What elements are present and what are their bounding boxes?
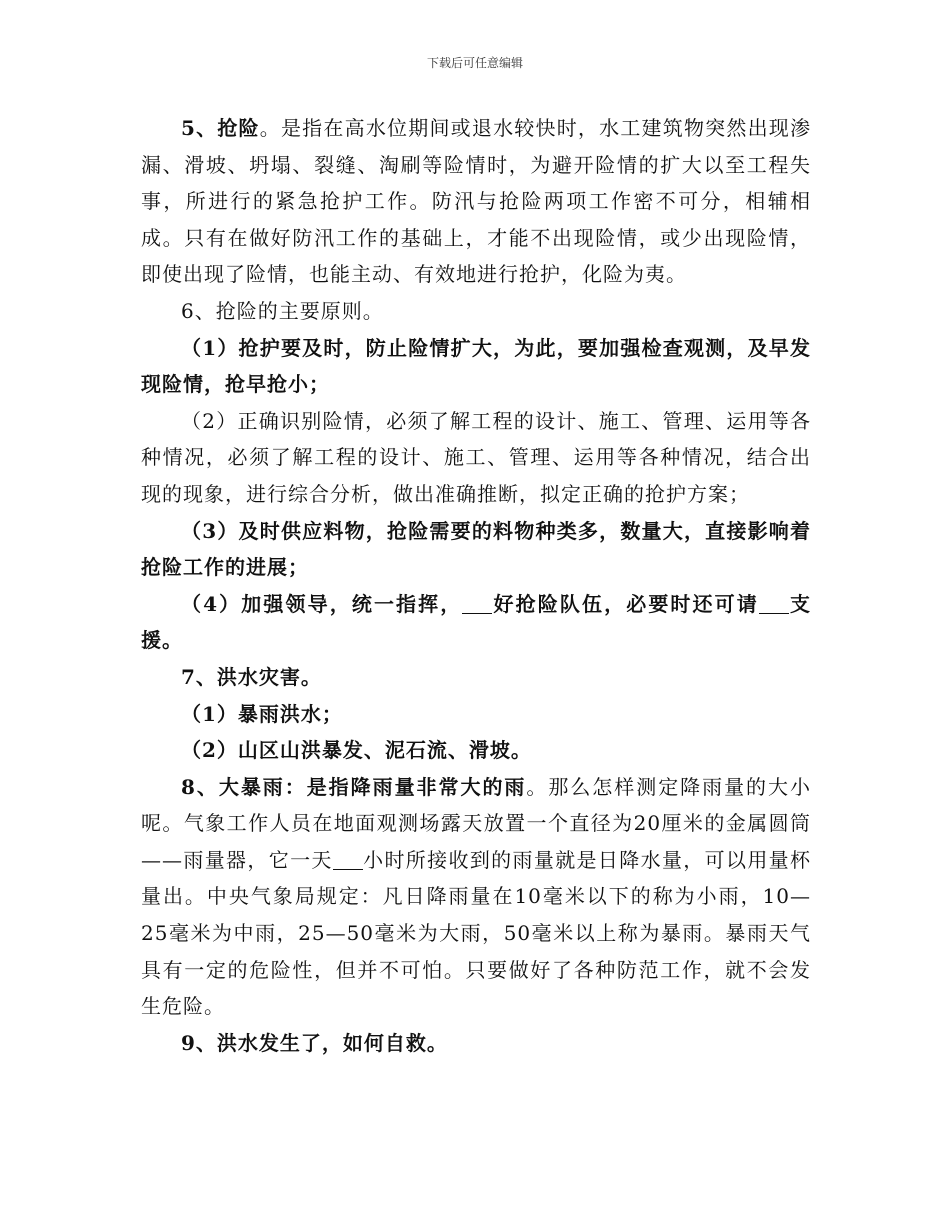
- section-5-text: 。是指在高水位期间或退水较快时，水工建筑物突然出现渗漏、滑坡、坍塌、裂缝、淘刷等险情时，为避开险情的扩大以至工程失事，所进行的紧急抢护工作。防汛与抢险两项工作密不可分，相辅相成。只有在做好防汛工作的基础上，才能不出现险情，或少出现险情，即使出现了险情，也能主动、有效地进行抢护，化险为夷。: [141, 116, 812, 287]
- section-6-item-1: （1）抢护要及时，防止险情扩大，为此，要加强检查观测，及早发现险情，抢早抢小；: [141, 335, 811, 397]
- section-9-heading: 9、洪水发生了，如何自救。: [181, 1030, 448, 1055]
- section-6-heading: 6、抢险的主要原则。: [181, 298, 384, 323]
- section-6-item-4-part-b: 好抢险队伍，必要时还可请: [492, 591, 759, 616]
- section-5-heading: 5、抢险: [181, 116, 260, 140]
- page-header: 下载后可任意编辑: [426, 56, 523, 70]
- section-5-paragraph: [141, 110, 811, 293]
- section-8-heading: 8、大暴雨：是指降雨量非常大的雨: [181, 774, 527, 799]
- section-6-item-2: （2）正确识别险情，必须了解工程的设计、施工、管理、运用等各种情况，必须了解工程的设计、施工、管理、运用等各种情况，结合出现的现象，进行综合分析，做出准确推断，拟定正确的抢护方案；: [141, 408, 811, 506]
- section-6-item-4-part-c: 支援。: [141, 591, 812, 653]
- section-8-text-b: 小时所接收到的雨量就是日降水量，可以用量杯量出。中央气象局规定：凡日降雨量在10毫米以下的称为小雨，10—25毫米为中雨，25—50毫米为大雨，50毫米以上称为暴雨。暴雨天气具有一定的危险性，但并不可怕。只要做好了各种防范工作，就不会发生危险。: [141, 847, 812, 1019]
- fill-blank: [333, 849, 363, 870]
- fill-blank: [462, 593, 492, 614]
- section-7-heading: 7、洪水灾害。: [181, 664, 322, 689]
- section-6-item-3: （3）及时供应料物，抢险需要的料物种类多，数量大，直接影响着抢险工作的进展；: [141, 518, 811, 580]
- section-6-item-4-part-a: （4）加强领导，统一指挥，: [181, 591, 463, 616]
- section-8-text-a: 。那么怎样测定降雨量的大小呢。气象工作人员在地面观测场露天放置一个直径为20厘米的金属圆筒——雨量器，它一天: [141, 774, 811, 872]
- fill-blank: [759, 593, 789, 614]
- section-7-item-1: （1）暴雨洪水；: [181, 701, 343, 726]
- document-body: [141, 110, 811, 1061]
- section-6-item-4: [141, 586, 811, 659]
- section-7-item-2: （2）山区山洪暴发、泥石流、滑坡。: [181, 738, 532, 763]
- section-8-paragraph: [141, 769, 811, 1025]
